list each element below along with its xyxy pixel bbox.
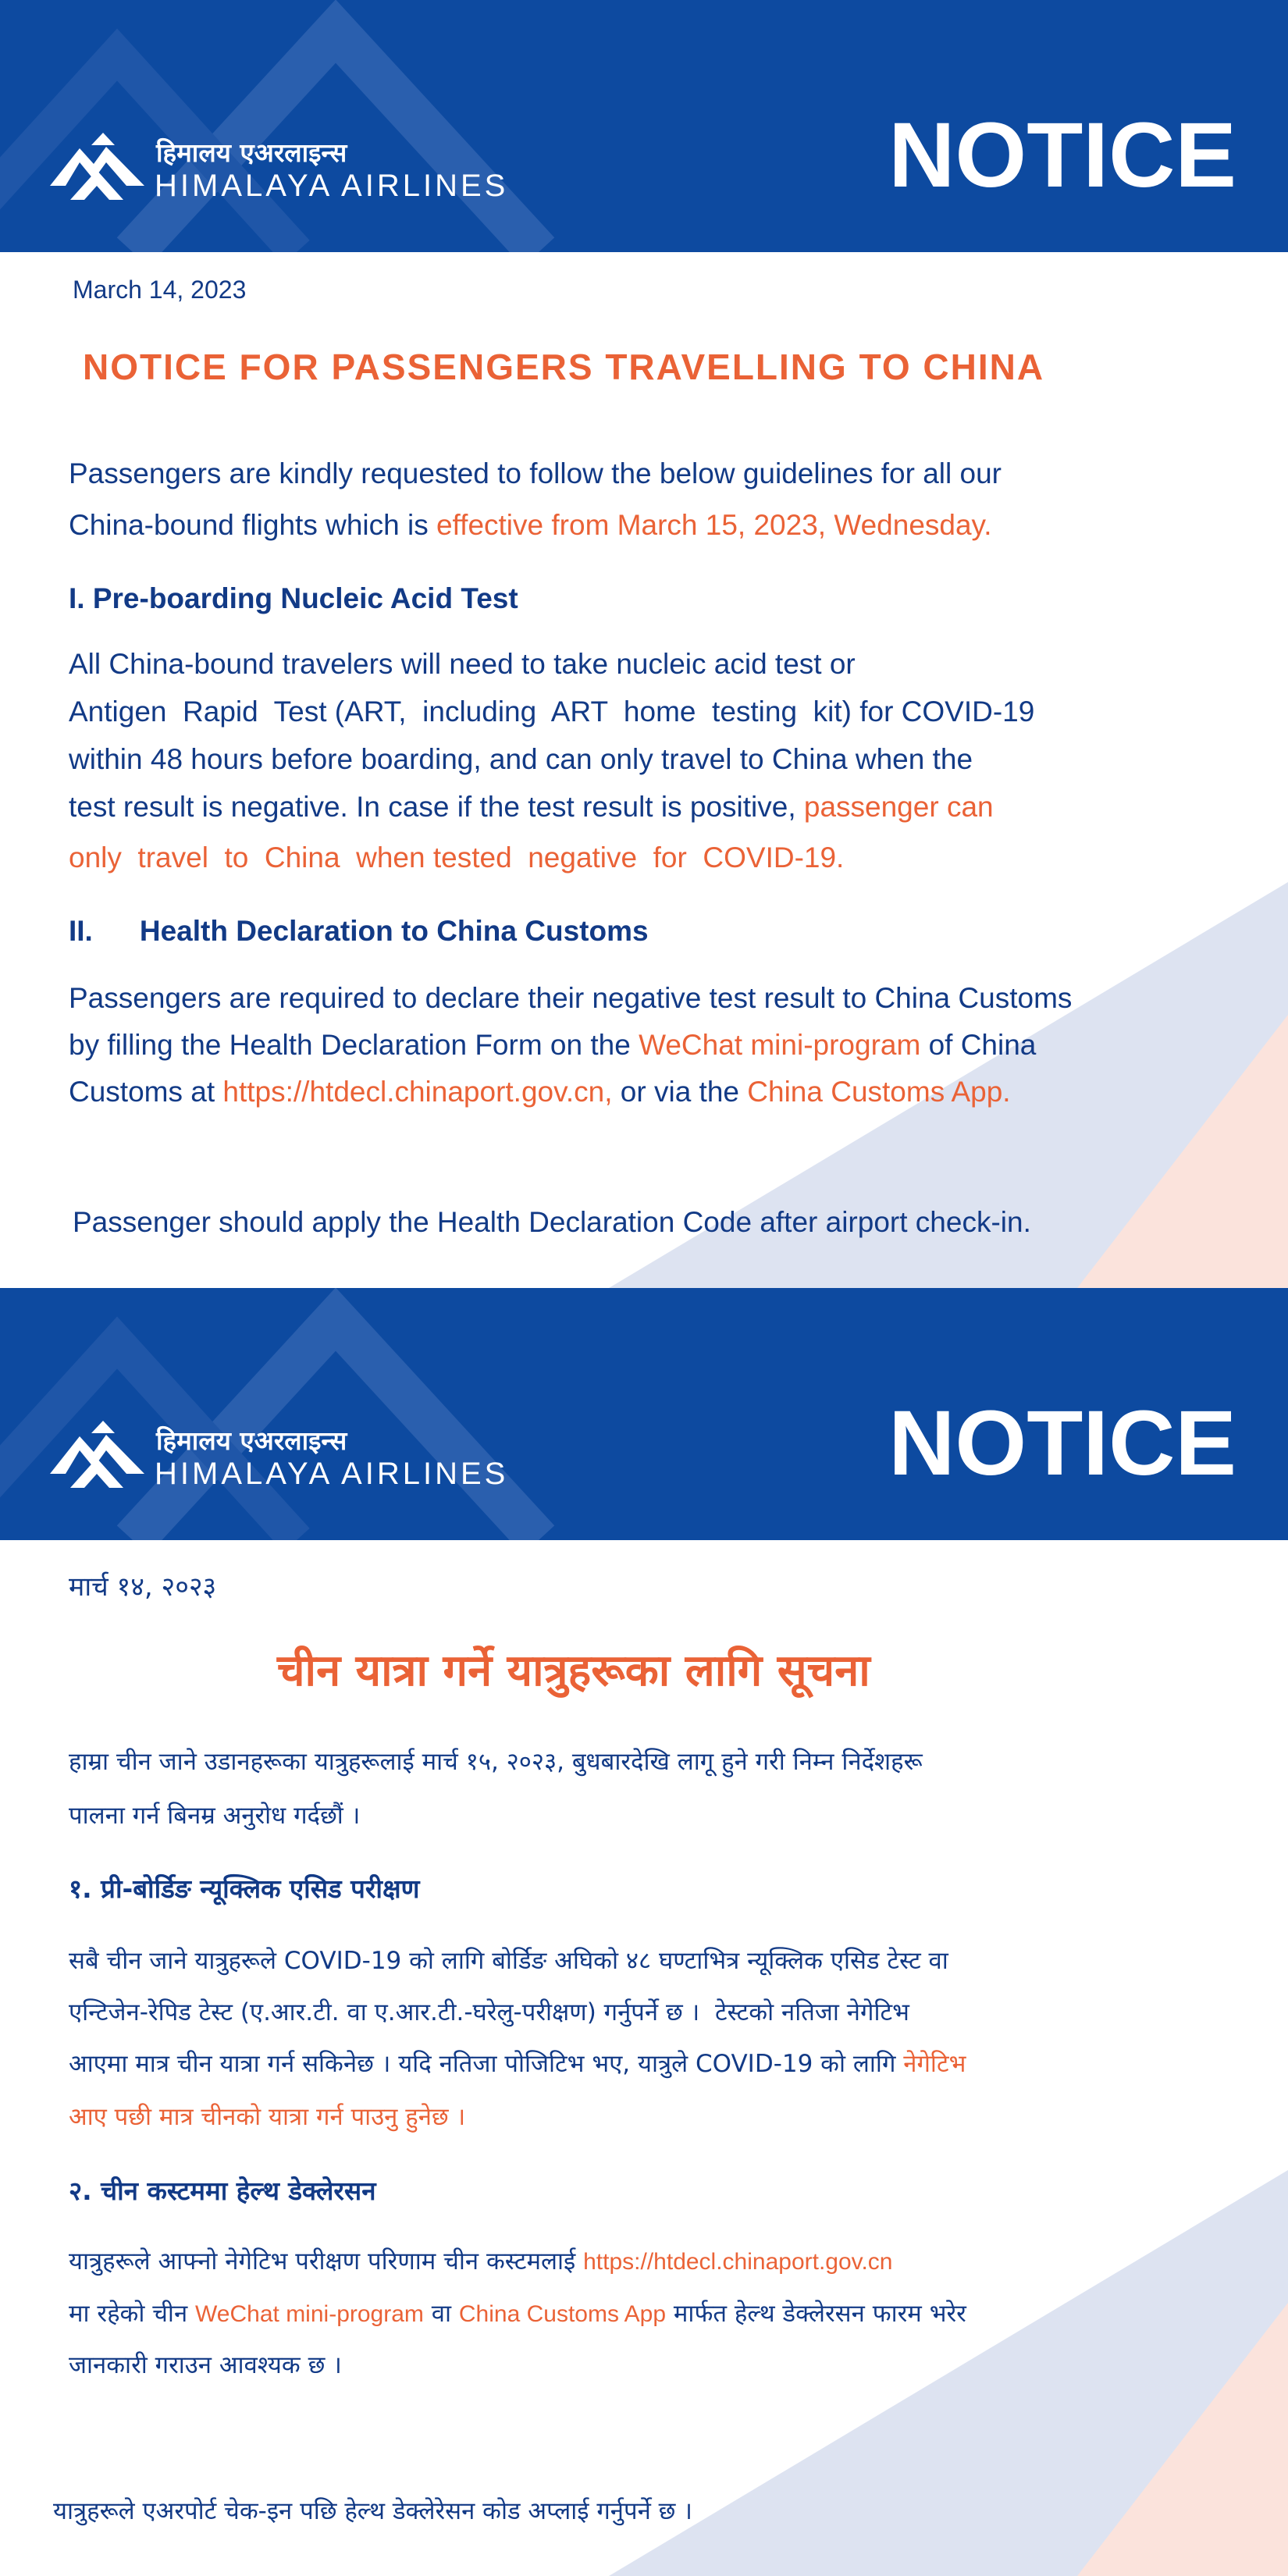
- notice-heading: NOTICE: [888, 104, 1236, 207]
- effective-date-highlight: effective from March 15, 2023, Wednesday.: [436, 509, 992, 541]
- negative-highlight: नेगेटिभ: [903, 2050, 966, 2078]
- section-2-line-1: यात्रुहरूले आफ्नो नेगेटिभ परीक्षण परिणाम चीन कस्टमलाई https://htdecl.chinaport.gov.cn: [69, 2247, 893, 2275]
- htdecl-url-link[interactable]: https://htdecl.chinaport.gov.cn: [583, 2249, 893, 2275]
- brand-name-english: HIMALAYA AIRLINES: [155, 169, 509, 203]
- section-2-number: II.: [69, 915, 93, 947]
- nepali-notice-panel: [0, 1288, 1288, 2576]
- intro-line-1: Passengers are kindly requested to follow the below guidelines for all our: [69, 457, 1002, 489]
- section-2-line-2: मा रहेको चीन WeChat mini-program वा China Customs App मार्फत हेल्थ डेक्लेरसन फारम भरेर: [69, 2300, 966, 2328]
- notice-title: NOTICE FOR PASSENGERS TRAVELLING TO CHINA: [83, 347, 1045, 387]
- section-2-heading: [69, 915, 649, 948]
- section-2-line-3: Customs at https://htdecl.chinaport.gov.cn, or via the China Customs App.: [69, 1076, 1011, 1108]
- notice-date: March 14, 2023: [73, 276, 247, 304]
- htdecl-url-link[interactable]: https://htdecl.chinaport.gov.cn,: [222, 1076, 613, 1108]
- intro-line-2: China-bound flights which is effective from March 15, 2023, Wednesday.: [69, 509, 992, 541]
- section-1-line-4: आए पछी मात्र चीनको यात्रा गर्न पाउनु हुनेछ ।: [69, 2103, 466, 2131]
- section-1-line-2: एन्टिजेन-रेपिड टेस्ट (ए.आर.टी. वा ए.आर.टी.-घरेलु-परीक्षण) गर्नुपर्ने छ । टेस्टको नतिजा नेगेटिभ: [69, 1998, 909, 2026]
- notice-date: मार्च १४, २०२३: [69, 1571, 217, 1603]
- brand-name-nepali: हिमालय एअरलाइन्स: [156, 1425, 347, 1456]
- section-2-title: Health Declaration to China Customs: [139, 915, 649, 947]
- brand-name-nepali: हिमालय एअरलाइन्स: [156, 137, 347, 168]
- section-1-line-2: Antigen Rapid Test (ART, including ART home testing kit) for COVID-19: [69, 696, 1035, 728]
- section-1-line-3: आएमा मात्र चीन यात्रा गर्न सकिनेछ । यदि नतिजा पोजिटिभ भए, यात्रुले COVID-19 को लागि नेगेटिभ: [69, 2050, 966, 2078]
- notice-title: चीन यात्रा गर्ने यात्रुहरूका लागि सूचना: [277, 1646, 870, 1696]
- section-1-line-4: test result is negative. In case if the test result is positive, passenger can: [69, 791, 994, 823]
- section-1-heading: १. प्री-बोर्डिङ न्यूक्लिक एसिड परीक्षण: [69, 1873, 420, 1904]
- section-2-line-2: by filling the Health Declaration Form on the WeChat mini-program of China: [69, 1029, 1037, 1061]
- footer-note: Passenger should apply the Health Declaration Code after airport check-in.: [73, 1206, 1031, 1238]
- intro-line-2: पालना गर्न बिनम्र अनुरोध गर्दछौं ।: [69, 1802, 361, 1830]
- section-2-line-3: जानकारी गराउन आवश्यक छ ।: [69, 2351, 342, 2379]
- china-customs-app-link[interactable]: China Customs App: [458, 2301, 667, 2327]
- notice-heading: NOTICE: [888, 1392, 1236, 1495]
- footer-note: यात्रुहरूले एअरपोर्ट चेक-इन पछि हेल्थ डेक्लेरेसन कोड अप्लाई गर्नुपर्ने छ ।: [53, 2497, 693, 2525]
- section-1-line-1: All China-bound travelers will need to take nucleic acid test or: [69, 648, 856, 680]
- section-2-line-1: Passengers are required to declare their negative test result to China Customs: [69, 982, 1073, 1014]
- section-1-line-5: only travel to China when tested negative for COVID-19.: [69, 841, 845, 873]
- wechat-mini-program-link[interactable]: WeChat mini-program: [195, 2301, 424, 2327]
- notice-body: [0, 1288, 1288, 2576]
- section-1-line-3: within 48 hours before boarding, and can only travel to China when the: [69, 743, 973, 775]
- negative-condition-highlight: passenger can: [803, 791, 994, 823]
- china-customs-app-link[interactable]: China Customs App.: [747, 1076, 1011, 1108]
- intro-line-1: हाम्रा चीन जाने उडानहरूका यात्रुहरूलाई मार्च १५, २०२३, बुधबारदेखि लागू हुने गरी निम्न निर्देशहरू: [69, 1748, 923, 1776]
- section-2-heading: २. चीन कस्टममा हेल्थ डेक्लेरसन: [69, 2176, 376, 2206]
- section-1-line-1: सबै चीन जाने यात्रुहरूले COVID-19 को लागि बोर्डिङ अघिको ४८ घण्टाभित्र न्यूक्लिक एसिड टेस्ट वा: [69, 1947, 948, 1975]
- wechat-mini-program-link[interactable]: WeChat mini-program: [639, 1029, 921, 1061]
- section-1-heading: I. Pre-boarding Nucleic Acid Test: [69, 582, 518, 614]
- brand-name-english: HIMALAYA AIRLINES: [155, 1457, 509, 1491]
